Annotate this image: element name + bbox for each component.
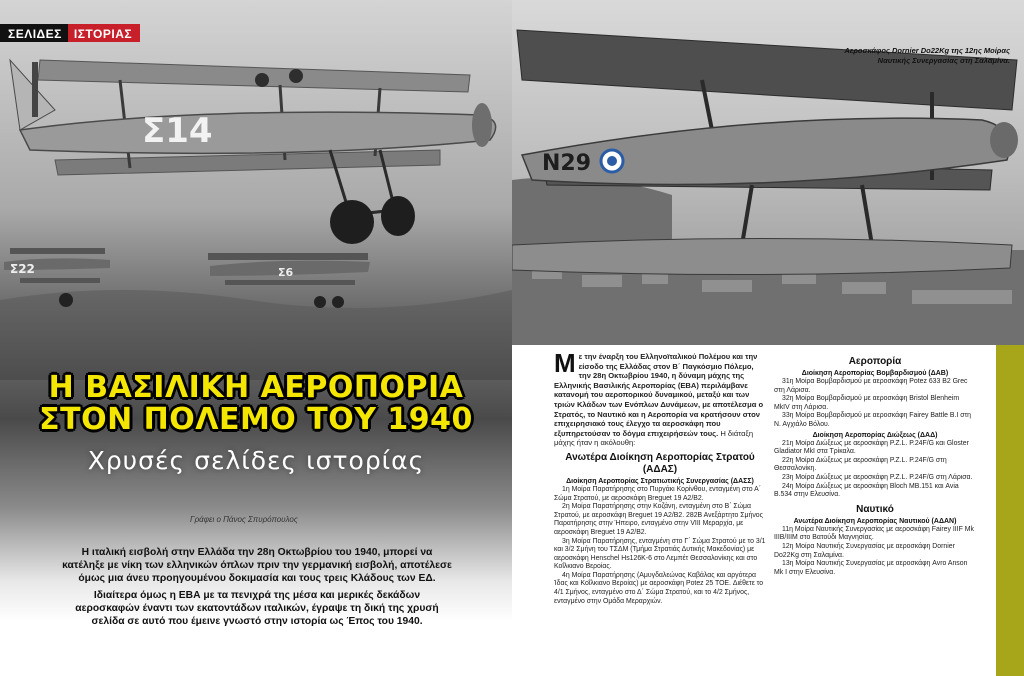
title-block	[0, 372, 512, 475]
article-column-1	[554, 348, 766, 606]
author-credit: Γράφει ο Πάνος Σπυρόπουλος	[190, 515, 298, 524]
article-column-2	[774, 352, 976, 577]
subsection-title: Διοίκηση Αεροπορίας Βομβαρδισμού (ΔΑΒ)	[801, 370, 949, 377]
subsection-title: Διοίκηση Αεροπορίας Διώξεως (ΔΑΔ)	[812, 431, 938, 439]
unit-paragraph: 31η Μοίρα Βομβαρδισμού με αεροσκάφη Potez 633 B2 Grec στη Λάρισα.	[774, 378, 968, 394]
title-line-1: Η ΒΑΣΙΛΙΚΗ ΑΕΡΟΠΟΡΙΑ	[48, 370, 464, 405]
unit-paragraph: 4η Μοίρα Παρατήρησης (Αμυγδαλεώνας Καβάλας και αργότερα Ίδας και Κοΐλκιανο Βεροίας) με αεροσκάφη Potez 25 TOE. Διέθετε το 4/1 Σμήνος, ενταγμένο στο Δ΄ Σώμα Στρατού, και το 4/2 Σμήνος, ενταγμένο στην Ομάδα Μεραρχιών.	[554, 571, 764, 605]
lead-end: Η διάταξη μάχης ήταν η ακόλουθη:	[554, 428, 754, 448]
marking-s6: Σ6	[278, 266, 294, 279]
section-title: Ναυτικό	[856, 503, 894, 515]
title-line-2: ΣΤΟΝ ΠΟΛΕΜΟ ΤΟΥ 1940	[39, 402, 473, 437]
section-header	[0, 24, 140, 42]
unit-paragraph: 22η Μοίρα Διώξεως με αεροσκάφη P.Z.L. P.24F/G στη Θεσσαλονίκη.	[774, 456, 947, 473]
right-page	[512, 0, 1024, 676]
unit-paragraph: 32η Μοίρα Βομβαρδισμού με αεροσκάφη Bristol Blenheim MkIV στη Λάρισα.	[774, 395, 960, 411]
header-label-1: ΣΕΛΙΔΕΣ	[0, 24, 68, 42]
marking-s14: Σ14	[142, 111, 213, 151]
subtitle: Χρυσές σελίδες ιστορίας	[87, 446, 425, 475]
unit-paragraph: 23η Μοίρα Διώξεως με αεροσκάφη P.Z.L. P.24F/G στη Λάρισα.	[782, 473, 973, 481]
unit-paragraph: 33η Μοίρα Βομβαρδισμού με αεροσκάφη Fairey Battle B.I στη Ν. Αγχιάλο Βόλου.	[774, 412, 972, 428]
section-title: Ανωτέρα Διοίκηση Αεροπορίας Στρατού (ΑΔΑΣ)	[565, 451, 755, 475]
main-title	[0, 372, 512, 436]
subsection-title: Ανωτέρα Διοίκηση Αεροπορίας Ναυτικού (ΑΔΑΝ)	[793, 517, 957, 525]
unit-paragraph: 24η Μοίρα Διώξεως με αεροσκάφη Bloch MB.151 και Avia B.534 στην Ελευσίνα.	[774, 482, 959, 499]
accent-bar	[996, 345, 1024, 676]
intro-paragraph: Η ιταλική εισβολή στην Ελλάδα την 28η Οκτωβρίου του 1940, μπορεί να κατέληξε με νίκη των ελληνικών όπλων πριν την γερμανική εισβολή, αποτέλεσε όμως μια άνευ προηγουμένου δοκιμασία και τους τρεις Κλάδους των ΕΔ.	[62, 547, 452, 584]
lead-text: ε την έναρξη του Ελληνοϊταλικού Πολέμου και την είσοδο της Ελλάδας στον Β΄ Παγκόσμιο Πόλεμο, την 28η Οκτωβρίου 1940, η δύναμη μάχης της Ελληνικής Βασιλικής Αεροπορίας (ΕΒΑ) περιλάμβανε κατανομή του αεροπορικού δυναμικού, μεταξύ και των τριών Κλάδων των Ενόπλων Δυνάμεων, με αποτέλεσμα ο Στρατός, το Ναυτικό και η Αεροπορία να κρατήσουν στον επιχειρησιακό τους έλεγχο τα αεροσκάφη που εξυπηρετούσαν το δόγμα επιχειρήσεών τους.	[554, 352, 764, 438]
marking-n29: N29	[542, 151, 592, 176]
photo-caption: Αεροσκάφος Dornier Do22Kg της 12ης Μοίρας Ναυτικής Συνεργασίας στη Σαλαμίνα.	[844, 46, 1010, 65]
unit-paragraph: 2η Μοίρα Παρατήρησης στην Κοζάνη, ενταγμένη στο Β΄ Σώμα Στρατού, με αεροσκάφη Breguet 19 A2/B2. 282Β Ανεξάρτητο Σμήνος Παρατήρησης στην Ήπειρο, ενταγμένο στην VIII Μεραρχία, με αεροσκάφη Breguet 19 A2/B2.	[554, 503, 763, 536]
dropcap: Μ	[554, 348, 576, 378]
section-title: Αεροπορία	[848, 356, 902, 367]
unit-paragraph: 11η Μοίρα Ναυτικής Συνεργασίας με αεροσκάφη Fairey IIIF Mk IIIB/IIIM στο Βατούδι Μαγνησίας.	[774, 525, 974, 542]
intro-paragraph: Ιδιαίτερα όμως η ΕΒΑ με τα πενιχρά της μέσα και μερικές δεκάδων αεροσκαφών έναντι των εκατοντάδων ιταλικών, έγραψε τη δική της χρυσή σελίδα σε αυτό που έμεινε γνωστό στην ιστορία ως Έπος του 1940.	[75, 590, 439, 627]
header-label-2: ΙΣΤΟΡΙΑΣ	[68, 24, 140, 42]
unit-paragraph: 1η Μοίρα Παρατήρησης στο Πυργάκι Κορίνθου, ενταγμένη στο Α΄ Σώμα Στρατού, με αεροσκάφη Breguet 19 A2/B2.	[554, 485, 762, 502]
biplanes-photo	[0, 0, 512, 380]
lead-paragraph	[554, 348, 766, 448]
unit-paragraph: 12η Μοίρα Ναυτικής Συνεργασίας με αεροσκάφη Dornier Do22Kg στη Σαλαμίνα.	[774, 542, 955, 559]
unit-paragraph: 3η Μοίρα Παρατήρησης, ενταγμένη στο Γ΄ Σώμα Στρατού με το 3/1 και 3/2 Σμήνη του ΤΣΔΜ (Τμήμα Στρατιάς Δυτικής Μακεδονίας) με αεροσκάφη Henschel Hs126K-6 στο Λεμπέτ Θεσσαλονίκης και στο Κοΐλκιανο Βεροίας.	[554, 537, 766, 571]
unit-paragraph: 21η Μοίρα Διώξεως με αεροσκάφη P.Z.L. P.24F/G και Gloster Gladiator MkI στα Τρίκαλα.	[774, 439, 969, 456]
subsection-title: Διοίκηση Αεροπορίας Στρατιωτικής Συνεργασίας (ΔΑΣΣ)	[566, 477, 754, 485]
intro-text	[62, 546, 452, 632]
unit-paragraph: 13η Μοίρα Ναυτικής Συνεργασίας με αεροσκάφη Avro Anson Mk I στην Ελευσίνα.	[774, 560, 968, 576]
marking-s22: Σ22	[10, 262, 35, 276]
